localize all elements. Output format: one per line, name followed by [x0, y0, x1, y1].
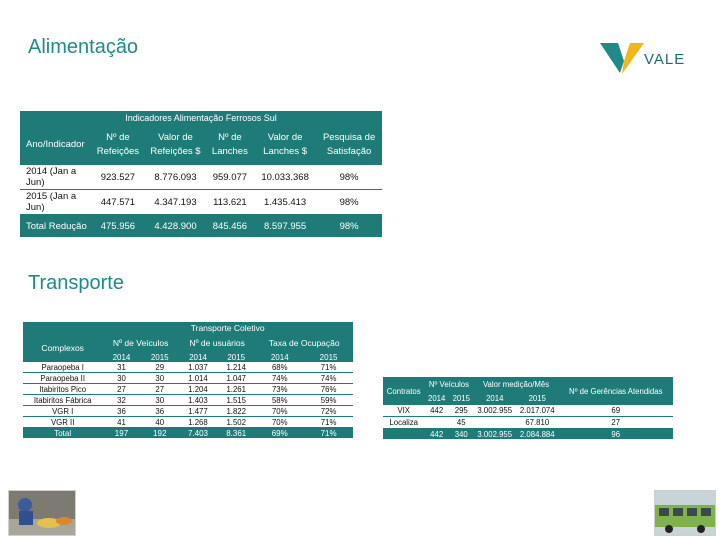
table-row [23, 384, 353, 395]
table-cell: 1.047 [217, 373, 255, 384]
year-header: 2014 [112, 352, 131, 362]
table-row [20, 165, 382, 190]
table-cell: 98% [316, 165, 382, 190]
column-header: Nº de Refeições [96, 132, 140, 157]
table-cell: 58% [255, 395, 304, 406]
table-cell: 1.268 [179, 417, 217, 428]
year-header: 2015 [227, 352, 246, 362]
table-cell: 113.621 [206, 190, 254, 215]
table-cell: 1.477 [179, 406, 217, 417]
food-indicators-table [20, 111, 382, 237]
table-cell: 197 [114, 428, 129, 438]
table-cell: 68% [255, 362, 304, 373]
table-cell: 7.403 [187, 428, 208, 438]
year-header: 2014 [189, 352, 207, 362]
column-header: Complexos [41, 343, 84, 353]
table-cell: 30 [141, 395, 179, 406]
table-cell: Total [54, 428, 72, 438]
table-cell: 1.502 [217, 417, 255, 428]
table-cell: 1.822 [217, 406, 255, 417]
bus-photo [654, 490, 716, 536]
table-cell: 27 [141, 384, 179, 395]
table-cell: 295 [449, 405, 474, 417]
table-cell: 72% [304, 406, 353, 417]
table-cell: 1.214 [217, 362, 255, 373]
year-header: 2015 [150, 352, 169, 362]
table-cell: 74% [255, 373, 304, 384]
group-header: Valor medição/Mês [482, 379, 550, 389]
table-cell: 74% [304, 373, 353, 384]
table-cell: 4.428.900 [154, 220, 197, 232]
group-header: Taxa de Ocupação [268, 338, 340, 348]
table-row [23, 417, 353, 428]
table-cell: 70% [255, 417, 304, 428]
table-cell: 1.014 [179, 373, 217, 384]
table-cell: 71% [320, 428, 337, 438]
table-row [383, 417, 673, 429]
table-row [23, 395, 353, 406]
transport-table [23, 322, 353, 438]
year-header: 2014 [428, 393, 446, 403]
table-cell: 1.261 [217, 384, 255, 395]
table-cell: 69% [271, 428, 288, 438]
table-cell: 98% [316, 190, 382, 215]
table-cell: VGR II [23, 417, 102, 428]
food-service-image [9, 491, 75, 535]
table-cell: 2014 (Jan a Jun) [20, 165, 91, 190]
table-cell: 845.456 [212, 220, 248, 232]
column-header: Valor de Refeições $ [150, 132, 201, 157]
table-cell: 2.017.074 [516, 405, 558, 417]
table-cell: 959.077 [206, 165, 254, 190]
table-cell: 59% [304, 395, 353, 406]
table-row [23, 362, 353, 373]
table-cell: 447.571 [91, 190, 146, 215]
table-cell: 1.037 [179, 362, 217, 373]
table-cell [383, 429, 424, 440]
table-cell: 442 [430, 429, 444, 439]
contracts-table [383, 377, 673, 439]
table-cell: Total Redução [26, 220, 87, 232]
table-cell: 73% [255, 384, 304, 395]
table-cell: Localiza [383, 417, 424, 429]
table-cell: 4.347.193 [145, 190, 206, 215]
table-cell: 36 [141, 406, 179, 417]
table-cell: Paraopeba I [23, 362, 102, 373]
table-cell: Paraopeba II [23, 373, 102, 384]
table-cell: Itabiritos Pico [23, 384, 102, 395]
table-cell: Itabiritos Fábrica [23, 395, 102, 406]
table-cell: 8.597.955 [263, 220, 307, 232]
group-header: Nº Veículos [428, 379, 470, 389]
table-cell: 2015 (Jan a Jun) [20, 190, 91, 215]
table-cell: 31 [102, 362, 140, 373]
table-cell: 30 [141, 373, 179, 384]
table-cell: VIX [383, 405, 424, 417]
group-header: Nº de Gerências Atendidas [569, 386, 663, 396]
table-caption: Indicadores Alimentação Ferrosos Sul [125, 113, 277, 123]
table-row [20, 190, 382, 215]
logo-text: VALE [644, 51, 686, 68]
vale-logo [598, 40, 690, 76]
year-header: 2014 [486, 393, 504, 403]
table-cell: 45 [449, 417, 474, 429]
year-header: 2015 [528, 393, 546, 403]
table-cell: 2.084.884 [519, 429, 555, 439]
table-cell: 69 [559, 405, 674, 417]
table-cell: 8.776.093 [145, 165, 206, 190]
table-cell: 71% [304, 362, 353, 373]
food-service-photo [8, 490, 76, 536]
year-header: 2014 [270, 352, 289, 362]
year-header: 2015 [319, 352, 338, 362]
table-cell: 98% [339, 220, 359, 232]
group-header: Nº de usuários [189, 338, 245, 348]
table-cell: 30 [102, 373, 140, 384]
table-cell: 70% [255, 406, 304, 417]
table-cell: 1.204 [179, 384, 217, 395]
table-cell: 76% [304, 384, 353, 395]
year-header: 2015 [452, 393, 470, 403]
table-row [23, 373, 353, 384]
table-cell: 29 [141, 362, 179, 373]
table-cell: 41 [102, 417, 140, 428]
group-header: Nº de Veículos [112, 338, 169, 348]
total-row [20, 215, 382, 238]
table-row [23, 406, 353, 417]
table-cell: 923.527 [91, 165, 146, 190]
table-cell: 40 [141, 417, 179, 428]
table-cell: 1.435.413 [254, 190, 316, 215]
column-header: Pesquisa de Satisfação [322, 132, 376, 157]
table-cell: 27 [559, 417, 674, 429]
column-header: Valor de Lanches $ [263, 132, 307, 157]
table-cell: 10.033.368 [254, 165, 316, 190]
column-header: Nº de Lanches [211, 132, 248, 157]
transport-section-title: Transporte [28, 272, 124, 294]
table-cell: 36 [102, 406, 140, 417]
column-header: Ano/Indicador [26, 139, 85, 150]
vale-logo-icon [598, 40, 644, 76]
table-cell: 475.956 [100, 220, 136, 232]
table-cell: 27 [102, 384, 140, 395]
table-cell: 340 [454, 429, 468, 439]
table-cell: 32 [102, 395, 140, 406]
table-cell [424, 417, 449, 429]
table-cell: 96 [611, 429, 621, 439]
food-section-title: Alimentação [28, 36, 139, 58]
table-cell: 3.002.955 [477, 429, 513, 439]
table-caption: Transporte Coletivo [190, 323, 265, 333]
table-cell: 1.515 [217, 395, 255, 406]
table-cell: 442 [424, 405, 449, 417]
table-cell: 3.002.955 [474, 405, 516, 417]
total-row [383, 429, 673, 440]
bus-image [655, 491, 715, 535]
column-header: Contratos [386, 386, 421, 396]
table-cell: 71% [304, 417, 353, 428]
table-cell: 1.403 [179, 395, 217, 406]
table-cell: VGR I [23, 406, 102, 417]
table-cell: 192 [153, 428, 167, 438]
table-cell: 8.361 [226, 428, 247, 438]
total-row [23, 428, 353, 439]
table-row [383, 405, 673, 417]
table-cell: 67.810 [516, 417, 558, 429]
table-cell [474, 417, 516, 429]
